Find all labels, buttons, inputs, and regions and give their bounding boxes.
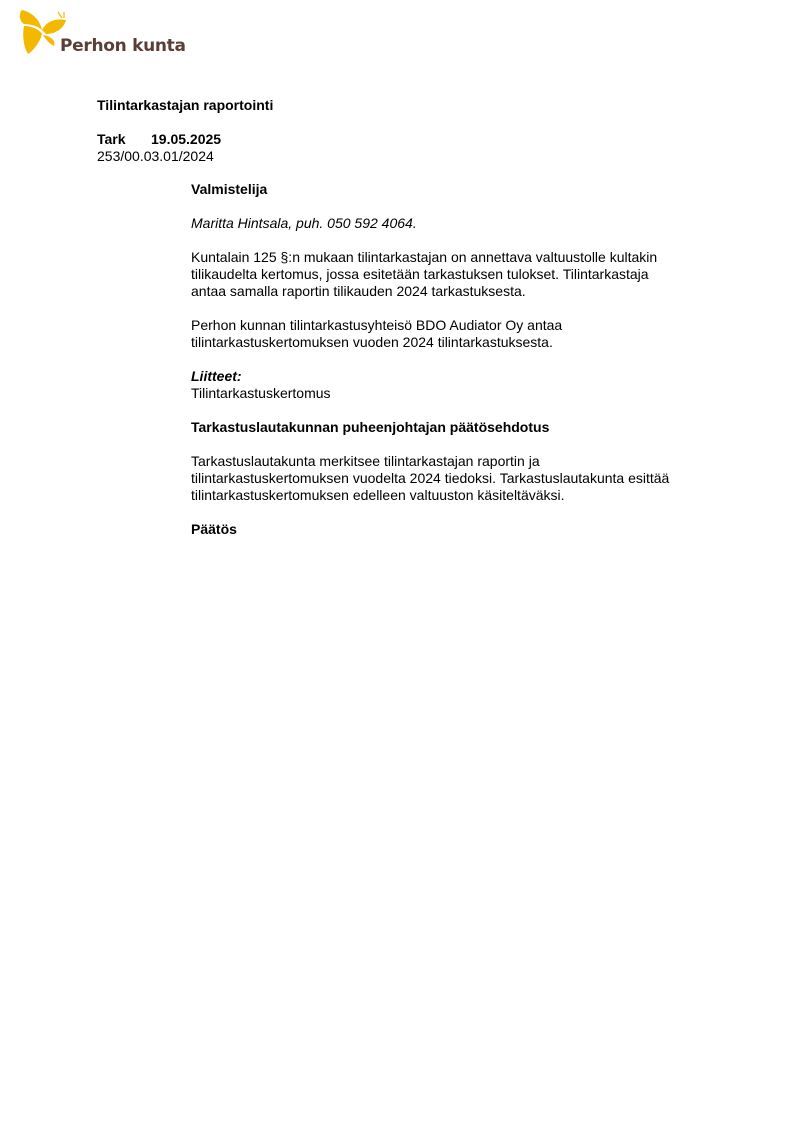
document-title: Tilintarkastajan raportointi	[97, 97, 274, 113]
municipality-logo	[18, 8, 198, 58]
attachments-heading: Liitteet:	[191, 368, 242, 384]
paragraph-line: antaa samalla raportin tilikauden 2024 tarkastuksesta.	[191, 283, 526, 299]
paragraph-line: Perhon kunnan tilintarkastusyhteisö BDO Audiator Oy antaa	[191, 317, 563, 333]
preparer-heading: Valmistelija	[191, 181, 268, 197]
preparer-contact: Maritta Hintsala, puh. 050 592 4064.	[191, 215, 417, 231]
paragraph-line: Tarkastuslautakunta merkitsee tilintarkastajan raportin ja	[191, 453, 540, 469]
paragraph-audit-law	[191, 249, 711, 300]
proposal-text	[191, 453, 711, 504]
document-body	[191, 181, 711, 555]
paragraph-line: tilintarkastuskertomuksen edelleen valtuuston käsiteltäväksi.	[191, 487, 565, 503]
attachment-item: Tilintarkastuskertomus	[191, 385, 331, 401]
paragraph-line: tilintarkastuskertomuksen vuodelta 2024 tiedoksi. Tarkastuslautakunta esittää	[191, 470, 670, 486]
meeting-body: Tark	[97, 131, 126, 147]
paragraph-line: tilintarkastuskertomuksen vuoden 2024 tilintarkastuksesta.	[191, 334, 553, 350]
proposal-heading: Tarkastuslautakunnan puheenjohtajan päätösehdotus	[191, 419, 550, 435]
paragraph-line: tilikaudelta kertomus, jossa esitetään tarkastuksen tulokset. Tilintarkastaja	[191, 266, 649, 282]
attachments	[191, 368, 711, 402]
paragraph-auditor	[191, 317, 711, 351]
decision-heading: Päätös	[191, 521, 237, 537]
logo-text: Perhon kunta	[60, 36, 186, 56]
meeting-date: 19.05.2025	[151, 131, 222, 147]
paragraph-line: Kuntalain 125 §:n mukaan tilintarkastajan on annettava valtuustolle kultakin	[191, 249, 658, 265]
case-number: 253/00.03.01/2024	[97, 148, 214, 164]
meeting-line	[97, 131, 221, 147]
